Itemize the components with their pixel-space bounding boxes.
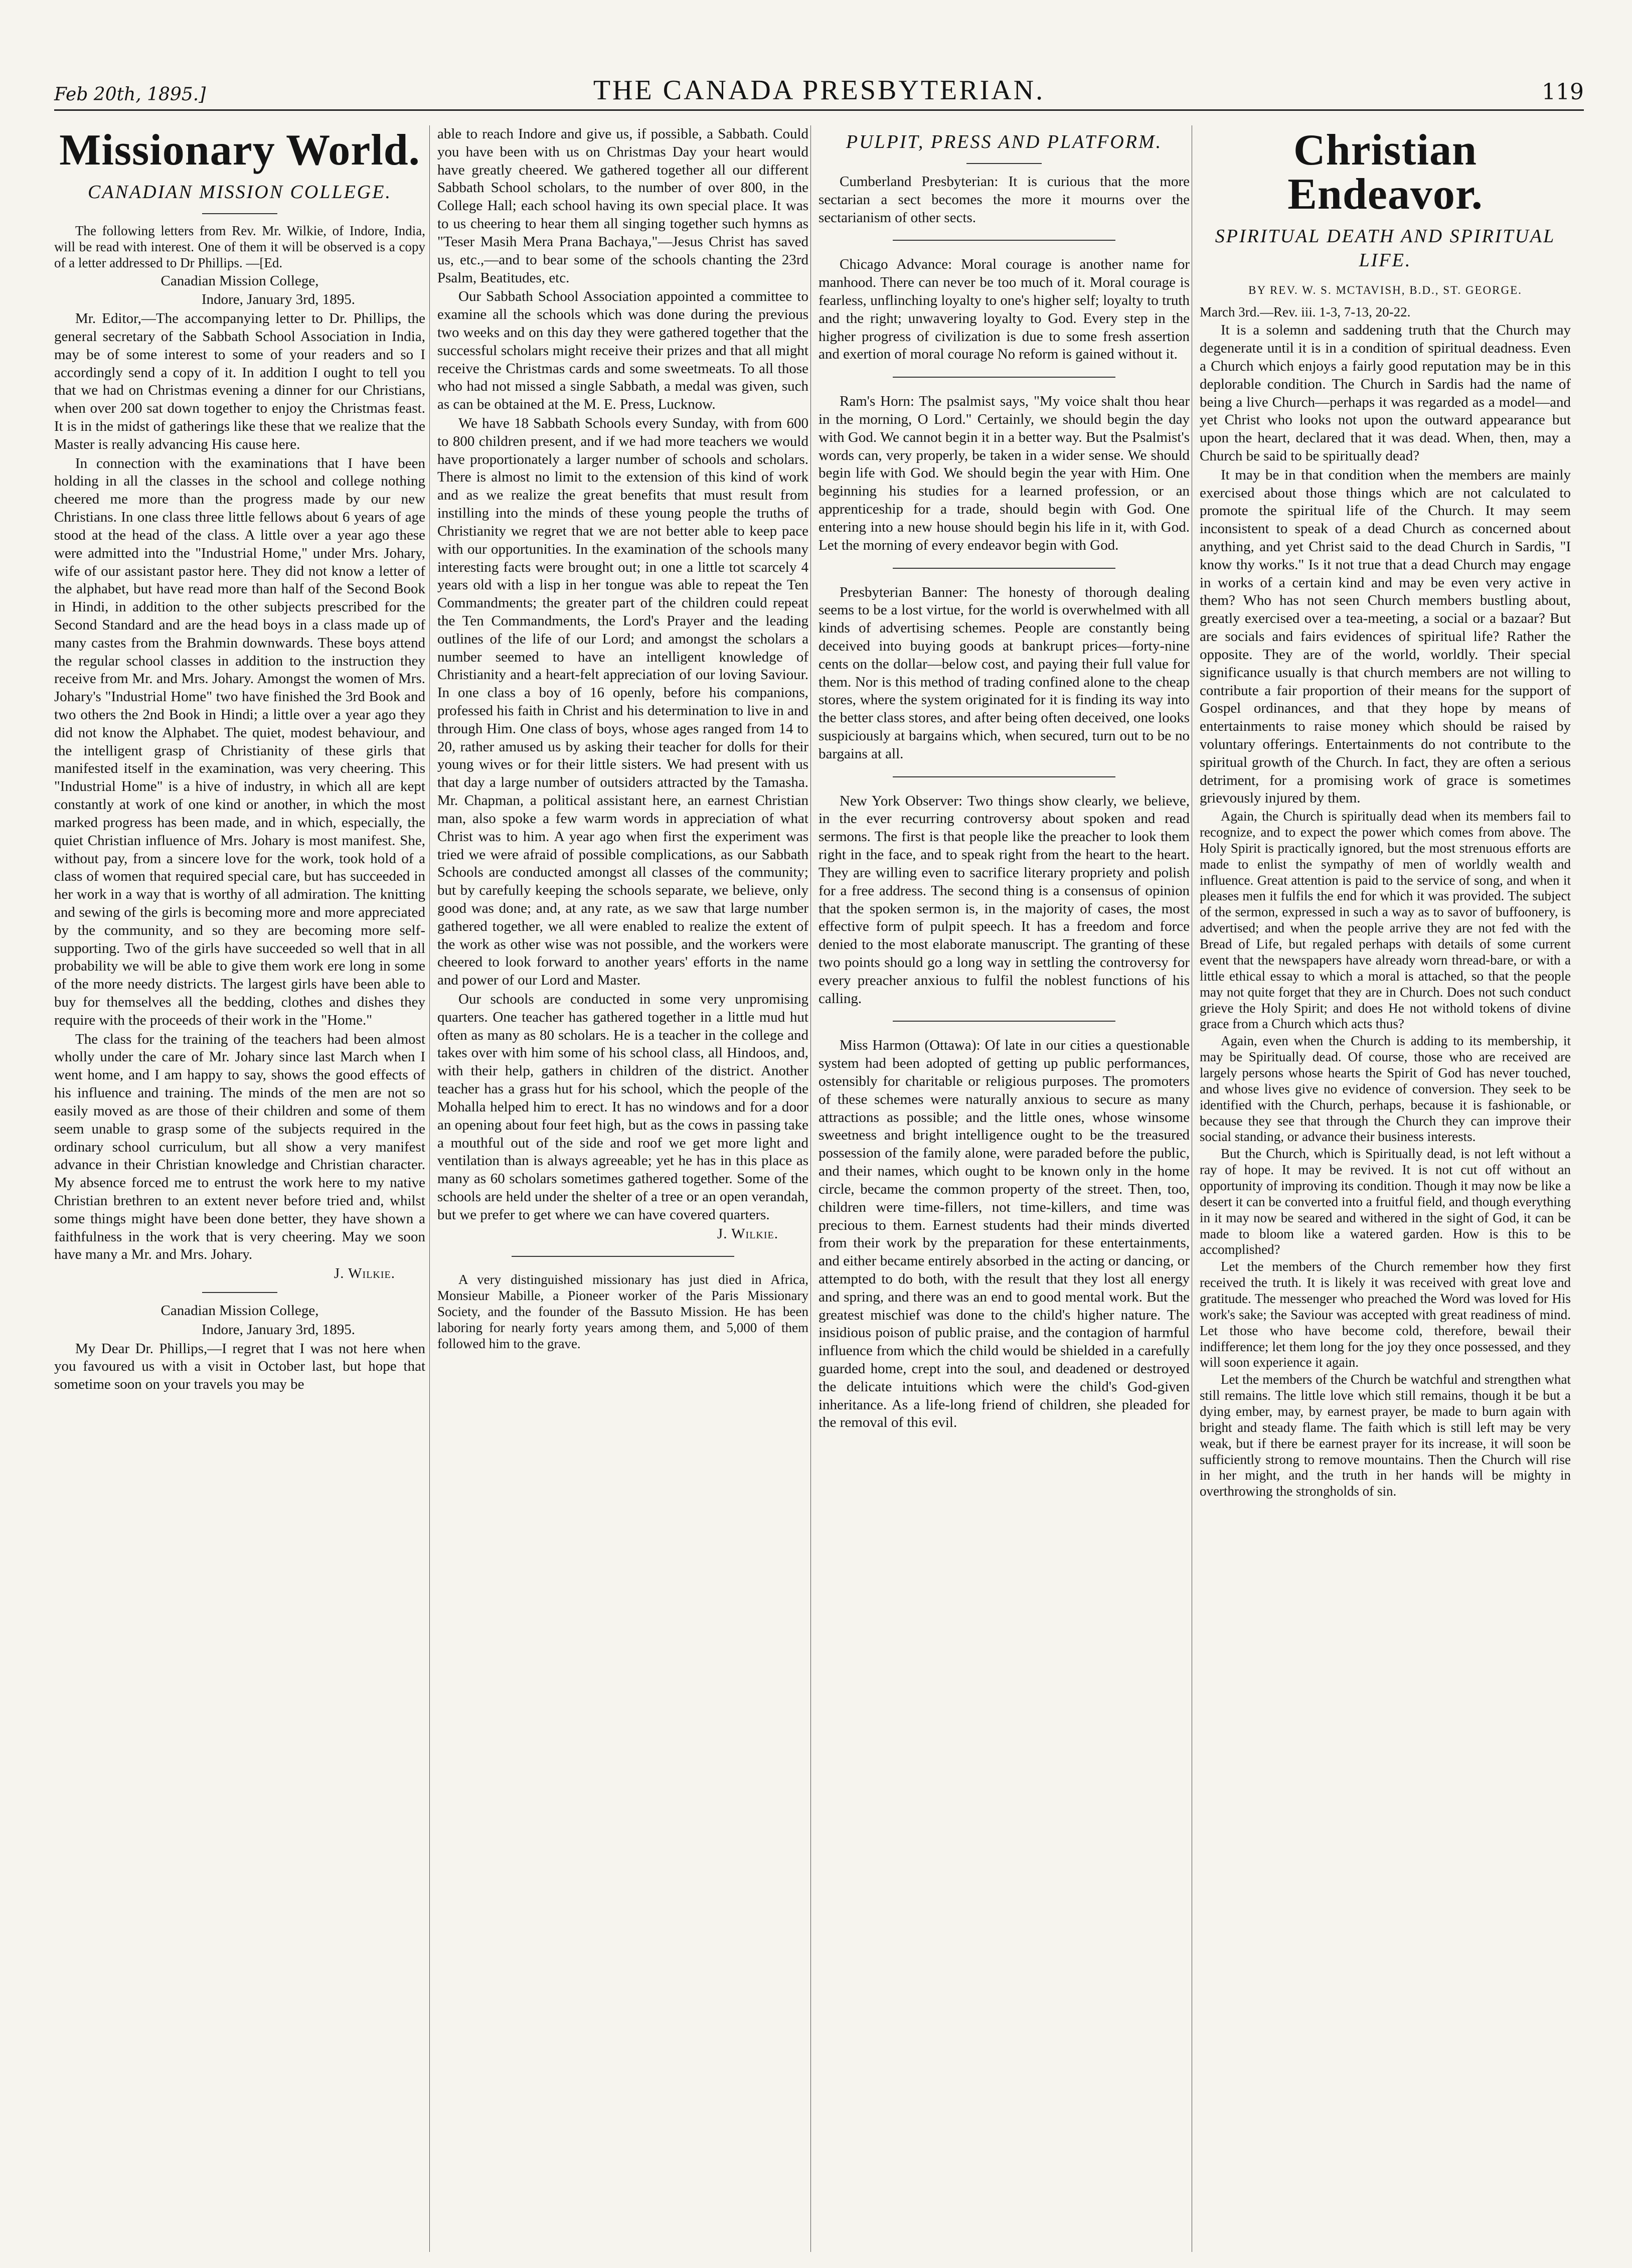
divider — [893, 377, 1115, 378]
paragraph: Let the members of the Church be watchful and strengthen what still remains. The little love which still remains, though it be but a dying ember, may, by earnest prayer, be made to burn again with bright and steady flame. The faith which is still left may be very weak, but if there be earnest prayer for its increase, it will soon be sufficiently strong to remove mountains. Then the Church will rise in her might, and the truth in her hands will be mighty in overthrowing the strongholds of sin. — [1200, 1372, 1571, 1499]
press-item: Ram's Horn: The psalmist says, "My voice shalt thou hear in the morning, O Lord." Certainly, we should begin the day with God. We cannot begin it in a better way. But the Psalmist's words can, very properly, be taken in a wider sense. We should begin life with God. We should begin the year with Him. One beginning his studies for a learned profession, or an apprenticeship for a trade, should begin with God. One entering into a new house should begin his life in it, with God. Let the morning of every endeavor begin with God. — [819, 393, 1190, 553]
page-number: 119 — [1542, 79, 1584, 105]
paragraph: Our Sabbath School Association appointed a committee to examine all the schools which was done during the previous two weeks and on this day they were gathered together that the successful scholars might receive their prizes and that all might receive the Christmas cards and some sweetmeats. To all those who had not missed a single Sabbath, a medal was given, such as can be obtained at the M. E. Press, Lucknow. — [437, 288, 808, 413]
divider — [893, 776, 1115, 777]
divider — [202, 213, 277, 214]
divider — [512, 1256, 734, 1257]
divider — [966, 163, 1042, 164]
divider — [893, 568, 1115, 569]
paragraph: Our schools are conducted in some very unpromising quarters. One teacher has gathered together in a little mud hut often as many as 80 scholars. He is a teacher in the college and takes over with him some of his school class, all Hindoos, and, with their help, gathers in children of the district. Another teacher has a grass hut for his school, which the people of the Mohalla helped him to erect. It has no windows and for a door an opening about four feet high, but as the cows in passing take a mouthful out of the side and roof we get more light and ventilation than is always agreeable; yet he has in this place as many as 60 scholars sometimes gathered together. Some of the schools are held under the shelter of a tree or an open verandah, but we prefer to get where we can have covered quarters. — [437, 991, 808, 1223]
letter-date: Indore, January 3rd, 1895. — [201, 291, 355, 308]
paragraph: The class for the training of the teachers had been almost wholly under the care of Mr. Johary since last March when I went home, and I am happy to say, shows the good effects of his influence and training. The minds of the men are not so easily moved as are those of their children and some of them seem unable to grasp some of the subjects required in the ordinary school curriculum, but all show a very manifest advance in their Christian knowledge and Christian character. My absence forced me to entrust the work here to my native Christian brethren to an extent never before tried and, whilst some things might have been done better, they have shown a faithfulness in the work that is very cheering. May we soon have many a Mr. and Mrs. Johary. — [54, 1031, 425, 1263]
letter-place: Canadian Mission College, — [160, 272, 319, 289]
publication-title: THE CANADA PRESBYTERIAN. — [593, 75, 1045, 106]
signature: J. Wilkie. — [717, 1225, 778, 1242]
divider — [893, 1021, 1115, 1022]
press-item: New York Observer: Two things show clearly, we believe, in the ever recurring controversy about spoken and read sermons. The first is that people like the preacher to look them right in the face, and to speak right from the heart to the heart. They are willing even to sacrifice literary propriety and polish for a free address. The second thing is a consensus of opinion that the spoken sermon is, in the majority of cases, the most effective form of pulpit speech. It has a freedom and force denied to the most elaborate manuscript. The granting of these two points should go a long way in settling the controversy for every preacher anxious to fulfil the noblest functions of his calling. — [819, 792, 1190, 1007]
paragraph: Again, even when the Church is adding to its membership, it may be Spiritually dead. Of course, those who are received are largely persons whose hearts the Spirit of God has never touched, and whose lives give no evidence of conversion. They seek to be identified with the Church, perhaps, because it is fashionable, or because they see that through the Church they can improve their social standing, or advance their business interests. — [1200, 1033, 1571, 1145]
section-title: CANADIAN MISSION COLLEGE. — [88, 182, 392, 203]
column-rule — [429, 125, 430, 2252]
paragraph: In connection with the examinations that I have been holding in all the classes in the school and college nothing cheered me more than the progress made by our new Christians. In one class three little fellows about 6 years of age stood at the head of the class. A little over a year ago these were admitted into the "Industrial Home," under Mrs. Johary, wife of our assistant pastor here. They did not know a letter of the alphabet, but have read more than half of the Second Book in Hindi, in addition to the other subjects prescribed for the Second Standard and are the head boys in a class made up of many castes from the Brahmin downwards. These boys attend the regular school classes in addition to the instruction they receive from Mr. and Mrs. Johary. Amongst the women of Mrs. Johary's "Industrial Home" two have finished the 3rd Book and two others the 2nd Book in Hindi; a little over a year ago they did not know the Alphabet. The quiet, modest behaviour, and the intelligent grasp of Christianity of these girls that manifested itself in the examination, was very cheering. This "Industrial Home" is a hive of industry, in which all are kept constantly at work of one kind or another, in which the most marked progress has been made, and in which, especially, the quiet Christian influence of Mrs. Johary is most manifest. She, without pay, from a sincere love for the work, took hold of a class of women that required special care, but has succeeded in her work in a way that is worthy of all admiration. The knitting and sewing of the girls is becoming more and more appreciated by the community, and so they are becoming more self-supporting. Two of the girls have succeeded so well that in all probability we will be able to give them work ere long in some of the more needy districts. The largest girls have been able to buy for themselves all the bedding, clothes and dishes they require with the proceeds of their work in the "Home." — [54, 455, 425, 1028]
letter-date: Indore, January 3rd, 1895. — [201, 1321, 355, 1338]
news-brief: A very distinguished missionary has just died in Africa, Monsieur Mabille, a Pioneer worker of the Paris Missionary Society, and the founder of the Bassuto Mission. He has been laboring for nearly forty years among them, and 5,000 of them followed him to the grave. — [437, 1272, 808, 1351]
press-item: Presbyterian Banner: The honesty of thorough dealing seems to be a lost virtue, for the world is overwhelmed with all kinds of advertising schemes. People are constantly being deceived into buying goods at bankrupt prices—forty-nine cents on the dollar—below cost, and paying their full value for them. Nor is this method of trading confined alone to the cheap stores, where the system originated for it is finding its way into the better class stores, and after being often deceived, one looks suspiciously at bargains which, when secured, turn out to be no bargains at all. — [819, 584, 1190, 762]
column-rule — [810, 125, 811, 2252]
section-title: PULPIT, PRESS AND PLATFORM. — [846, 131, 1163, 152]
editor-note: The following letters from Rev. Mr. Wilkie, of Indore, India, will be read with interest. One of them it will be observed is a copy of a letter addressed to Dr Phillips. —[Ed. — [54, 223, 425, 270]
column-3 — [819, 125, 1190, 2252]
issue-date: Feb 20th, 1895.] — [54, 84, 206, 105]
column-1 — [54, 125, 425, 2252]
running-head — [54, 74, 1584, 111]
paragraph: But the Church, which is Spiritually dead, is not left without a ray of hope. It may be revived. It is not cut off without an opportunity of improving its condition. Though it may now be like a desert it can be converted into a fruitful field, and though everything in it may now be seared and withered in the sight of God, it can be made to bloom like a watered garden. How is this to be accomplished? — [1200, 1146, 1571, 1257]
divider — [893, 240, 1115, 241]
column-2 — [437, 125, 808, 2252]
signature: J. Wilkie. — [334, 1265, 395, 1282]
paragraph: Again, the Church is spiritually dead when its members fail to recognize, and to expect the power which comes from above. The Holy Spirit is practically ignored, but the most strenuous efforts are made to enlist the sympathy of men of worldly wealth and influence. Great attention is paid to the service of song, and when it pleases men it fulfils the end for which it was provided. The subject of the sermon, expressed in such a way as to savor of buffoonery, is advertised; and when the people arrive they are not fed with the Bread of Life, but regaled perhaps with details of some current event that the newspapers have already worn thread-bare, or with a little ethical essay to which a moral is attached, so that the people may not quite forget that they are in Church. Does not such conduct grieve the Holy Spirit; and does He not withold tokens of divine grace from a Church which acts thus? — [1200, 808, 1571, 1032]
department-heading: Missionary World. — [59, 126, 420, 175]
press-item: Miss Harmon (Ottawa): Of late in our cities a questionable system had been adopted of getting up public performances, ostensibly for charitable or religious purposes. The promoters of these schemes were naturally anxious to secure as many attractions as possible; and the little ones, whose winsome sweetness and bright intelligence ought to be the treasured possession of the family alone, were paraded before the public, and their names, which ought to be known only in the home circle, became the common property of the street. Then, too, children were time-fillers, not time-killers, and time was precious to them. Earnest students had their minds diverted from their work by the preparation for these entertainments, and either became entirely absorbed in the acting or dancing, or attempted to do both, with the result that they lost all energy and spring, and there was an end to good mental work. But the greatest mischief was done to the child's higher nature. The insidious poison of public praise, and the contagion of harmful influence from which the child would be shielded in a carefully guarded home, crept into the soul, and deadened or destroyed the delicate intuitions which were the child's God-given inheritance. As a life-long friend of children, she pleaded for the removal of this evil. — [819, 1037, 1190, 1431]
paragraph: Mr. Editor,—The accompanying letter to Dr. Phillips, the general secretary of the Sabbath School Association in India, may be of some interest to some of your readers and so I accordingly send a copy of it. In addition I ought to tell you that we had on Christmas evening a dinner for our Christians, when over 200 sat down together to enjoy the Christmas feast. It is in the midst of gatherings like these that we realize that the Master is really advancing His cause here. — [54, 310, 425, 452]
scripture-reference: March 3rd.—Rev. iii. 1-3, 7-13, 20-22. — [1200, 304, 1411, 320]
paragraph: It may be in that condition when the members are mainly exercised about those things which are not calculated to promote the spiritual life of the Church. It may seem inconsistent to speak of a dead Church as concerned about anything, and yet Christ said to the dead Church in Sardis, "I know thy works." Is it not true that a dead Church may engage in works of a certain kind and may be even very active in them? Who has not seen Church members bustling about, greatly exercised over a tea-meeting, a social or a bazaar? But are socials and fairs evidences of spiritual life? Rather the opposite. They are of the world, worldly. Their special significance usually is that church members are not willing to contribute a fair proportion of their means for the support of Gospel ordinances, and that they hope by means of entertainments to raise money which should be raised by voluntary offerings. Entertainments do not contribute to the spiritual growth of the Church. In fact, they are often a serious detriment, for a promising work of grace is sometimes grievously injured by them. — [1200, 466, 1571, 806]
press-item: Cumberland Presbyterian: It is curious that the more sectarian a sect becomes the more it mourns over the sectarianism of other sects. — [819, 173, 1190, 226]
department-heading: Christian Endeavor. — [1287, 126, 1483, 219]
section-title: SPIRITUAL DEATH AND SPIRITUAL LIFE. — [1215, 226, 1556, 271]
letter-place: Canadian Mission College, — [160, 1303, 319, 1319]
paragraph: We have 18 Sabbath Schools every Sunday, with from 600 to 800 children present, and if we had more teachers we would have proportionately a larger number of schools and scholars. There is almost no limit to the extension of this kind of work and as we realize the great benefits that must result from instilling into the minds of these young people the truths of Christianity we regret that we are not better able to keep pace with our opportunities. In the examination of the schools many interesting facts were brought out; in one a little tot scarcely 4 years old with a lisp in her tongue was able to repeat the Ten Commandments; the greater part of the children could repeat the Ten Commandments, the Lord's Prayer and the leading outlines of the life of our Lord; and amongst the scholars a number seemed to have an intelligent knowledge of Christianity and a heart-felt appreciation of our loving Saviour. In one class a boy of 16 openly, before his companions, professed his faith in Christ and his determination to live in and through Him. One class of boys, whose ages ranged from 14 to 20, rather amused us by asking their teacher for dolls for their young wives or for their little sisters. We had present with us that day a large number of outsiders attracted by the Tamasha. Mr. Chapman, a political assistant here, an earnest Christian man, also spoke a few warm words in appreciation of what Christ was to him. A year ago when first the experiment was tried we were afraid of possible complications, as our Sabbath Schools are conducted amongst all classes of the community; but by carefully keeping the schools separate, we believe, only good was done; and, at any rate, as we saw that large number gathered together, we all were enabled to realize the extent of the work as other wise was not possible, and the workers were cheered to look forward to another years' efforts in the name and power of our Lord and Master. — [437, 415, 808, 989]
byline: BY REV. W. S. MCTAVISH, B.D., ST. GEORGE. — [1248, 284, 1522, 296]
paragraph: Let the members of the Church remember how they first received the truth. It is likely it was received with great love and gratitude. The messenger who preached the Word was loved for His work's sake; the Saviour was accepted with great readiness of mind. Let those who have become cold, therefore, bewail their indifference; let them long for the joy they once possessed, and they will soon experience it again. — [1200, 1259, 1571, 1370]
paragraph: It is a solemn and saddening truth that the Church may degenerate until it is in a condition of spiritual deadness. Even a Church which enjoys a fairly good reputation may be in this deplorable condition. The Church in Sardis had the name of being a live Church—perhaps it was regarded as a model—and yet Christ who looks not upon the outward appearance but upon the heart, declared that it was dead. When, then, may a Church be said to be spiritually dead? — [1200, 322, 1571, 464]
paragraph: My Dear Dr. Phillips,—I regret that I was not here when you favoured us with a visit in October last, but hope that sometime soon on your travels you may be — [54, 1340, 425, 1393]
press-item: Chicago Advance: Moral courage is another name for manhood. There can never be too much of it. Moral courage is fearless, unflinching loyalty to one's higher self; loyalty to truth and the right; unwavering loyalty to God. Every step in the higher progress of civilization is due to some fresh assertion and exertion of moral courage No reform is gained without it. — [819, 256, 1190, 363]
column-4 — [1200, 125, 1571, 2252]
paragraph: able to reach Indore and give us, if possible, a Sabbath. Could you have been with us on Christmas Day your heart would have greatly cheered. We gathered together all our different Sabbath School scholars, to the number of over 800, in the College Hall; each school having its own special place. It was to us cheering to hear them all singing together such hymns as "Teser Masih Mera Prana Bachaya,"—Jesus Christ has saved us, etc.,—and to bear some of the schools chanting the 23rd Psalm, Beatitudes, etc. — [437, 126, 808, 286]
divider — [202, 1292, 277, 1293]
